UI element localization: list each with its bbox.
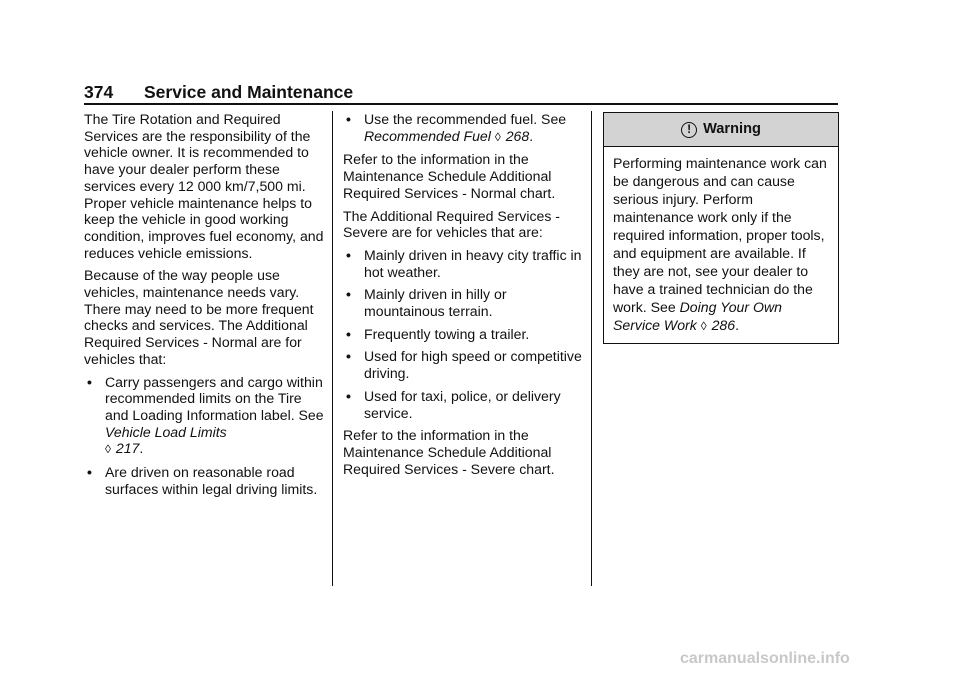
page-ref-icon: ◊ [494,129,501,144]
list-item-text: Use the recommended fuel. See [364,111,567,127]
list-item-text: Carry passengers and cargo within recommended limits on the Tire and Loading Information label. See [105,373,324,423]
warning-text: Performing maintenance work can be dangerous and can cause serious injury. Perform maintenance work only if the required information, proper tools, and equipment are available. If they are not, see your dealer to have a trained technician do the work. See [613,155,827,315]
list-item-text: Used for high speed or competitive driving. [364,348,582,382]
page-reference[interactable]: ◊ 217. [105,440,144,457]
page-number: 374 [84,82,114,102]
page-ref-number: 286 [711,317,736,333]
column-divider [332,111,333,586]
warning-title: Warning [703,121,761,138]
section-title: Service and Maintenance [144,82,354,102]
list-item-text: Are driven on reasonable road surfaces within legal driving limits. [105,464,318,497]
cross-reference-link[interactable]: Vehicle Load Limits [105,423,227,440]
list-item [343,388,583,421]
column-2 [343,111,583,483]
page-reference[interactable]: ◊ 286. [700,317,740,333]
list-item-text: Mainly driven in hilly or mountainous terrain. [364,286,507,320]
list-item [343,111,583,145]
paragraph: The Additional Required Services - Severe are for vehicles that are: [343,207,561,241]
list-item [84,464,324,497]
bullet-icon: • [87,373,92,390]
warning-body [604,147,838,343]
bullet-icon: • [346,387,351,404]
warning-box [603,112,839,344]
list-item [343,326,583,343]
bullet-icon: • [346,325,351,342]
warning-icon: ! [681,122,697,138]
column-1 [84,111,324,503]
warning-header [604,113,838,147]
list-item [343,286,583,319]
paragraph: Refer to the information in the Maintenance Schedule Additional Required Services - Severe chart. [343,427,555,477]
list-item [343,247,583,280]
page-ref-icon: ◊ [700,319,707,333]
page-ref-icon: ◊ [105,442,111,457]
watermark: carmanualsonline.info [680,650,850,667]
bullet-icon: • [346,286,351,303]
page-reference[interactable]: ◊ 268. [494,127,534,144]
list-item [84,374,324,459]
bullet-icon: • [346,348,351,365]
cross-reference-link[interactable]: Doing Your Own Service Work [613,299,782,333]
page-ref-number: 268 [505,127,530,144]
list-item-text: Used for taxi, police, or delivery service. [364,387,561,421]
paragraph: The Tire Rotation and Required Services are the responsibility of the vehicle owner. It is recommended to have your dealer perform these services every 12 000 km/7,500 mi. Proper vehicle maintenance helps to keep the vehicle in good working condition, improves fuel economy, and reduces vehicle emissions. [84,111,324,261]
list-item [343,348,583,381]
column-divider [591,111,592,586]
bullet-icon: • [87,464,92,481]
page-ref-number: 217 [115,440,140,457]
bullet-icon: • [346,246,351,263]
paragraph: Because of the way people use vehicles, maintenance needs vary. There may need to be more frequent checks and services. The Additional Required Services - Normal are for vehicles that: [84,267,314,367]
bullet-icon: • [346,111,351,127]
header-rule [84,103,838,105]
list-item-text: Frequently towing a trailer. [364,325,530,342]
paragraph: Refer to the information in the Maintenance Schedule Additional Required Services - Normal chart. [343,151,556,201]
column-3 [603,112,839,344]
cross-reference-link[interactable]: Recommended Fuel [364,127,491,144]
list-item-text: Mainly driven in heavy city traffic in hot weather. [364,246,582,280]
